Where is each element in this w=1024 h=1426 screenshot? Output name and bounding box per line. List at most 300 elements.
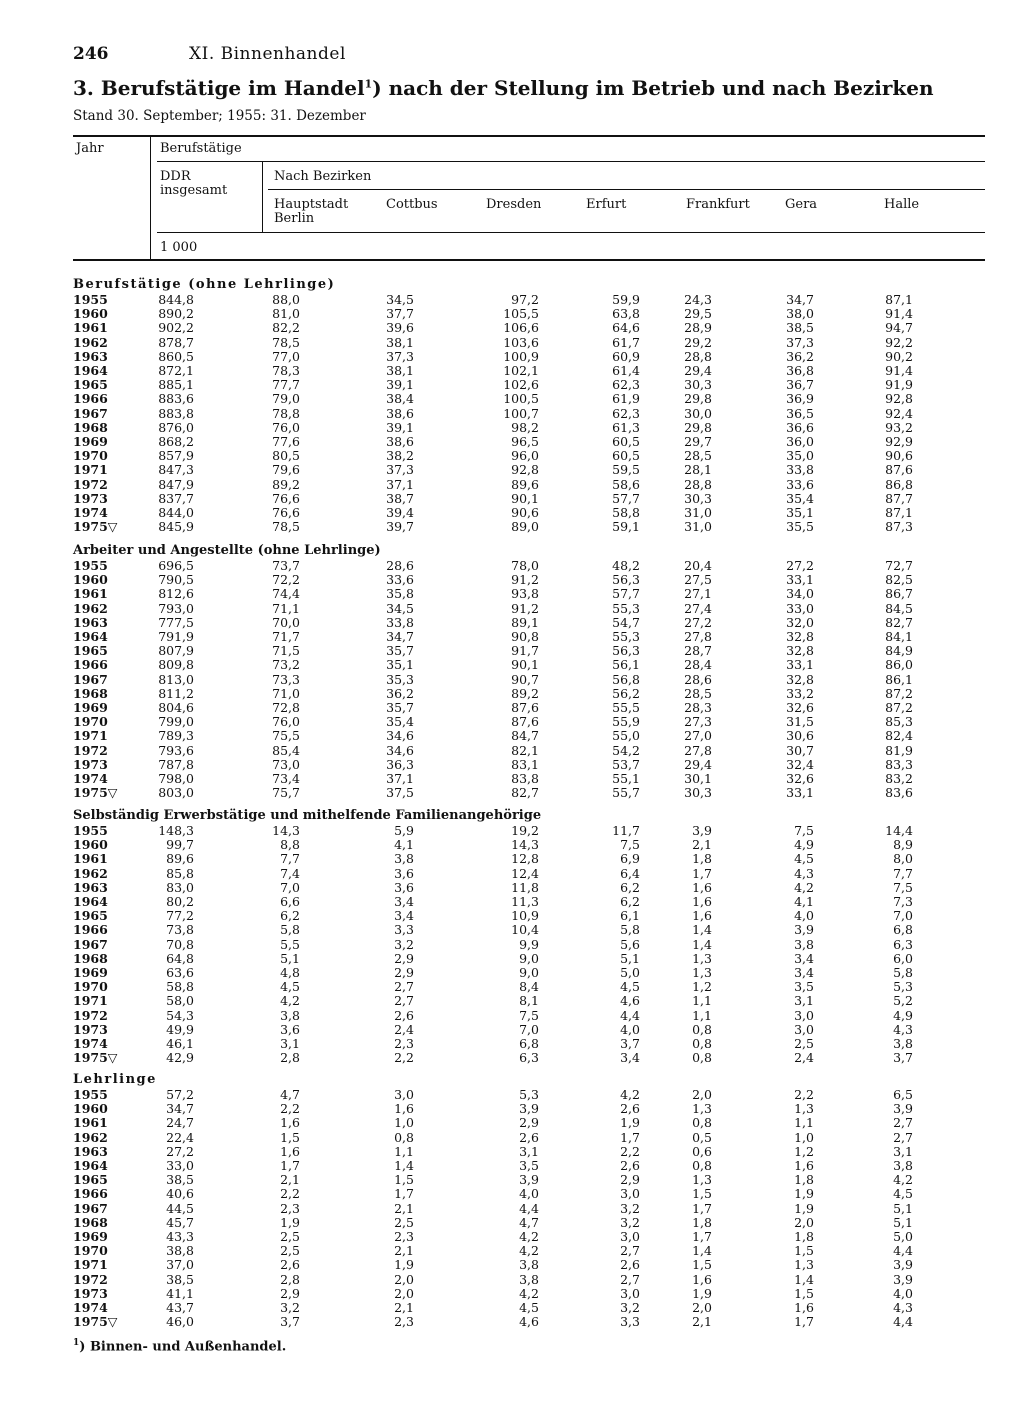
year-cell: 1975▽ (73, 785, 118, 801)
ddr-cell: 24,7 (166, 1115, 194, 1131)
berlin-cell: 4,2 (280, 993, 300, 1009)
dresden-cell: 83,8 (511, 771, 539, 786)
dresden-cell: 9,9 (519, 936, 539, 952)
halle-cell: 6,5 (893, 1087, 913, 1102)
table-row (0, 772, 1024, 786)
cottbus-cell: 5,9 (394, 823, 414, 838)
halle-cell: 90,6 (885, 448, 913, 464)
frankfurt-cell: 30,3 (684, 490, 712, 506)
gera-cell: 1,2 (794, 1143, 814, 1159)
ddr-cell: 885,1 (158, 377, 194, 393)
ddr-cell: 27,2 (166, 1143, 194, 1159)
frankfurt-cell: 30,1 (684, 771, 712, 786)
year-cell: 1974 (73, 505, 108, 520)
frankfurt-cell: 28,3 (684, 700, 712, 715)
year-cell: 1960 (73, 837, 108, 853)
halle-cell: 91,9 (885, 377, 913, 393)
header-berlin-line2: Berlin (274, 211, 315, 226)
frankfurt-cell: 27,8 (684, 629, 712, 644)
halle-cell: 5,3 (893, 979, 913, 995)
table-row (0, 616, 1024, 630)
dresden-cell: 3,5 (519, 1158, 539, 1173)
ddr-cell: 777,5 (158, 614, 194, 630)
frankfurt-cell: 28,9 (684, 320, 712, 336)
cottbus-cell: 38,6 (386, 405, 414, 421)
halle-cell: 84,9 (885, 643, 913, 659)
berlin-cell: 8,8 (280, 837, 300, 853)
gera-cell: 38,5 (786, 320, 814, 336)
gera-cell: 3,4 (794, 950, 814, 966)
gera-cell: 36,9 (786, 391, 814, 407)
ddr-cell: 63,6 (166, 965, 194, 980)
table-row (0, 895, 1024, 909)
ddr-cell: 844,8 (158, 292, 194, 307)
halle-cell: 4,5 (893, 1186, 913, 1202)
erfurt-cell: 4,0 (620, 1021, 640, 1037)
berlin-cell: 2,2 (280, 1101, 300, 1117)
berlin-cell: 3,1 (280, 1036, 300, 1051)
year-cell: 1962 (73, 865, 108, 881)
year-cell: 1975▽ (73, 1314, 118, 1330)
berlin-cell: 3,6 (280, 1021, 300, 1037)
erfurt-cell: 2,7 (620, 1243, 640, 1259)
header-ddr-line1: DDR (160, 169, 191, 184)
frankfurt-cell: 29,8 (684, 419, 712, 435)
cottbus-cell: 2,2 (394, 1050, 414, 1066)
ddr-cell: 803,0 (158, 785, 194, 801)
dresden-cell: 14,3 (511, 837, 539, 853)
erfurt-cell: 3,0 (620, 1229, 640, 1244)
ddr-cell: 837,7 (158, 490, 194, 506)
berlin-cell: 2,2 (280, 1186, 300, 1202)
cottbus-cell: 2,1 (394, 1200, 414, 1216)
header-nach-bezirken: Nach Bezirken (274, 169, 372, 184)
frankfurt-cell: 1,3 (692, 965, 712, 980)
table-row (0, 336, 1024, 350)
year-cell: 1972 (73, 742, 108, 758)
berlin-cell: 7,7 (280, 851, 300, 867)
gera-cell: 33,8 (786, 462, 814, 478)
halle-cell: 4,0 (893, 1285, 913, 1301)
ddr-cell: 148,3 (158, 823, 194, 838)
frankfurt-cell: 1,4 (692, 922, 712, 938)
dresden-cell: 7,0 (519, 1021, 539, 1037)
cottbus-cell: 37,3 (386, 348, 414, 364)
gera-cell: 27,2 (786, 558, 814, 573)
gera-cell: 3,9 (794, 922, 814, 938)
dresden-cell: 84,7 (511, 728, 539, 744)
frankfurt-cell: 2,0 (692, 1087, 712, 1102)
frankfurt-cell: 1,5 (692, 1186, 712, 1202)
berlin-cell: 71,0 (272, 685, 300, 701)
header-dresden: Dresden (486, 197, 542, 212)
erfurt-cell: 7,5 (620, 837, 640, 853)
table-row (0, 715, 1024, 729)
frankfurt-cell: 28,4 (684, 657, 712, 673)
dresden-cell: 12,4 (511, 865, 539, 881)
gera-cell: 32,8 (786, 629, 814, 644)
berlin-cell: 1,6 (280, 1143, 300, 1159)
cottbus-cell: 38,7 (386, 490, 414, 506)
erfurt-cell: 4,6 (620, 993, 640, 1009)
table-row (0, 1244, 1024, 1258)
year-cell: 1963 (73, 879, 108, 895)
halle-cell: 90,2 (885, 348, 913, 364)
erfurt-cell: 56,8 (612, 671, 640, 687)
ddr-cell: 45,7 (166, 1214, 194, 1230)
dresden-cell: 100,7 (503, 405, 539, 421)
berlin-cell: 76,6 (272, 505, 300, 520)
berlin-cell: 73,0 (272, 756, 300, 772)
header-unit: 1 000 (160, 240, 198, 255)
berlin-cell: 76,0 (272, 419, 300, 435)
cottbus-cell: 1,4 (394, 1158, 414, 1173)
gera-cell: 1,6 (794, 1158, 814, 1173)
erfurt-cell: 6,4 (620, 865, 640, 881)
year-cell: 1973 (73, 1285, 108, 1301)
berlin-cell: 78,3 (272, 363, 300, 378)
dresden-cell: 89,6 (511, 476, 539, 492)
dresden-cell: 78,0 (511, 558, 539, 573)
halle-cell: 3,8 (893, 1036, 913, 1051)
gera-cell: 1,4 (794, 1271, 814, 1287)
ddr-cell: 902,2 (158, 320, 194, 336)
halle-cell: 3,1 (893, 1143, 913, 1159)
gera-cell: 35,1 (786, 505, 814, 520)
erfurt-cell: 59,1 (612, 519, 640, 535)
year-cell: 1973 (73, 756, 108, 772)
dresden-cell: 90,7 (511, 671, 539, 687)
berlin-cell: 1,5 (280, 1129, 300, 1145)
table-row (0, 520, 1024, 534)
frankfurt-cell: 3,9 (692, 823, 712, 838)
dresden-cell: 105,5 (503, 306, 539, 322)
header-ddr-line2: insgesamt (160, 183, 228, 198)
year-cell: 1966 (73, 391, 108, 407)
berlin-cell: 82,2 (272, 320, 300, 336)
erfurt-cell: 62,3 (612, 405, 640, 421)
ddr-cell: 868,2 (158, 434, 194, 449)
table-row (0, 1051, 1024, 1065)
frankfurt-cell: 29,8 (684, 391, 712, 407)
gera-cell: 1,3 (794, 1101, 814, 1117)
year-cell: 1960 (73, 1101, 108, 1117)
berlin-cell: 5,5 (280, 936, 300, 952)
ddr-cell: 57,2 (166, 1087, 194, 1102)
erfurt-cell: 54,7 (612, 614, 640, 630)
ddr-cell: 811,2 (158, 685, 194, 701)
cottbus-cell: 3,6 (394, 865, 414, 881)
frankfurt-cell: 1,5 (692, 1257, 712, 1273)
gera-cell: 4,2 (794, 879, 814, 895)
ddr-cell: 860,5 (158, 348, 194, 364)
ddr-cell: 22,4 (166, 1129, 194, 1145)
berlin-cell: 73,3 (272, 671, 300, 687)
halle-cell: 83,2 (885, 771, 913, 786)
ddr-cell: 890,2 (158, 306, 194, 322)
table-row (0, 744, 1024, 758)
table-row (0, 559, 1024, 573)
erfurt-cell: 57,7 (612, 586, 640, 602)
table-row (0, 573, 1024, 587)
gera-cell: 1,6 (794, 1300, 814, 1315)
ddr-cell: 38,8 (166, 1243, 194, 1259)
frankfurt-cell: 27,5 (684, 572, 712, 588)
cottbus-cell: 37,5 (386, 785, 414, 801)
year-cell: 1955 (73, 1087, 108, 1102)
year-cell: 1973 (73, 490, 108, 506)
erfurt-cell: 55,3 (612, 600, 640, 616)
dresden-cell: 89,0 (511, 519, 539, 535)
table-row (0, 786, 1024, 800)
table-row (0, 852, 1024, 866)
frankfurt-cell: 1,7 (692, 1229, 712, 1244)
ddr-cell: 793,0 (158, 600, 194, 616)
berlin-cell: 4,7 (280, 1087, 300, 1102)
year-cell: 1967 (73, 671, 108, 687)
year-cell: 1960 (73, 306, 108, 322)
table-row (0, 1230, 1024, 1244)
dresden-cell: 82,7 (511, 785, 539, 801)
year-cell: 1969 (73, 1229, 108, 1244)
erfurt-cell: 56,3 (612, 643, 640, 659)
year-cell: 1970 (73, 1243, 108, 1259)
year-cell: 1965 (73, 377, 108, 393)
year-cell: 1964 (73, 629, 108, 644)
cottbus-cell: 35,7 (386, 643, 414, 659)
cottbus-cell: 2,0 (394, 1285, 414, 1301)
frankfurt-cell: 1,3 (692, 1172, 712, 1188)
frankfurt-cell: 0,8 (692, 1115, 712, 1131)
header-rule-bezirke (268, 189, 985, 190)
cottbus-cell: 39,7 (386, 519, 414, 535)
header-cottbus: Cottbus (386, 197, 438, 212)
table-row (0, 1037, 1024, 1051)
erfurt-cell: 62,3 (612, 377, 640, 393)
ddr-cell: 37,0 (166, 1257, 194, 1273)
frankfurt-cell: 28,8 (684, 476, 712, 492)
table-title (73, 76, 934, 100)
halle-cell: 91,4 (885, 363, 913, 378)
cottbus-cell: 2,1 (394, 1300, 414, 1315)
berlin-cell: 1,6 (280, 1115, 300, 1131)
frankfurt-cell: 2,1 (692, 837, 712, 853)
gera-cell: 1,5 (794, 1285, 814, 1301)
halle-cell: 4,2 (893, 1172, 913, 1188)
berlin-cell: 78,5 (272, 519, 300, 535)
erfurt-cell: 3,0 (620, 1285, 640, 1301)
frankfurt-cell: 1,8 (692, 851, 712, 867)
erfurt-cell: 61,9 (612, 391, 640, 407)
gera-cell: 32,0 (786, 614, 814, 630)
dresden-cell: 100,5 (503, 391, 539, 407)
year-cell: 1962 (73, 1129, 108, 1145)
gera-cell: 35,5 (786, 519, 814, 535)
dresden-cell: 3,1 (519, 1143, 539, 1159)
dresden-cell: 4,2 (519, 1285, 539, 1301)
halle-cell: 8,9 (893, 837, 913, 853)
table-row (0, 407, 1024, 421)
frankfurt-cell: 1,3 (692, 1101, 712, 1117)
gera-cell: 4,3 (794, 865, 814, 881)
cottbus-cell: 2,3 (394, 1229, 414, 1244)
table-title-rest: ) nach der Stellung im Betrieb und nach Bezirken (372, 76, 934, 100)
gera-cell: 3,8 (794, 936, 814, 952)
cottbus-cell: 33,6 (386, 572, 414, 588)
year-cell: 1961 (73, 851, 108, 867)
gera-cell: 33,1 (786, 657, 814, 673)
cottbus-cell: 2,3 (394, 1036, 414, 1051)
table-row (0, 980, 1024, 994)
berlin-cell: 73,4 (272, 771, 300, 786)
frankfurt-cell: 1,6 (692, 1271, 712, 1287)
year-cell: 1969 (73, 434, 108, 449)
gera-cell: 3,1 (794, 993, 814, 1009)
cottbus-cell: 1,6 (394, 1101, 414, 1117)
table-row (0, 492, 1024, 506)
berlin-cell: 75,5 (272, 728, 300, 744)
table-row (0, 909, 1024, 923)
cottbus-cell: 35,7 (386, 700, 414, 715)
cottbus-cell: 2,0 (394, 1271, 414, 1287)
gera-cell: 2,2 (794, 1087, 814, 1102)
table-row (0, 1009, 1024, 1023)
frankfurt-cell: 1,8 (692, 1214, 712, 1230)
halle-cell: 5,1 (893, 1200, 913, 1216)
ddr-cell: 49,9 (166, 1021, 194, 1037)
halle-cell: 86,0 (885, 657, 913, 673)
erfurt-cell: 55,1 (612, 771, 640, 786)
ddr-cell: 789,3 (158, 728, 194, 744)
dresden-cell: 11,8 (511, 879, 539, 895)
dresden-cell: 96,0 (511, 448, 539, 464)
year-cell: 1971 (73, 993, 108, 1009)
gera-cell: 33,1 (786, 785, 814, 801)
berlin-cell: 76,6 (272, 490, 300, 506)
halle-cell: 3,9 (893, 1101, 913, 1117)
berlin-cell: 1,9 (280, 1214, 300, 1230)
ddr-cell: 809,8 (158, 657, 194, 673)
header-berlin (274, 198, 348, 226)
table-row (0, 1216, 1024, 1230)
cottbus-cell: 3,0 (394, 1087, 414, 1102)
frankfurt-cell: 0,8 (692, 1021, 712, 1037)
erfurt-cell: 59,9 (612, 292, 640, 307)
table-row (0, 1131, 1024, 1145)
frankfurt-cell: 29,4 (684, 363, 712, 378)
halle-cell: 87,3 (885, 519, 913, 535)
dresden-cell: 19,2 (511, 823, 539, 838)
dresden-cell: 91,2 (511, 572, 539, 588)
halle-cell: 6,8 (893, 922, 913, 938)
erfurt-cell: 3,7 (620, 1036, 640, 1051)
halle-cell: 92,2 (885, 334, 913, 350)
berlin-cell: 71,1 (272, 600, 300, 616)
halle-cell: 7,7 (893, 865, 913, 881)
gera-cell: 33,6 (786, 476, 814, 492)
frankfurt-cell: 24,3 (684, 292, 712, 307)
year-cell: 1975▽ (73, 519, 118, 535)
table-row (0, 952, 1024, 966)
halle-cell: 92,4 (885, 405, 913, 421)
year-cell: 1961 (73, 320, 108, 336)
ddr-cell: 845,9 (158, 519, 194, 535)
halle-cell: 5,2 (893, 993, 913, 1009)
frankfurt-cell: 27,4 (684, 600, 712, 616)
frankfurt-cell: 27,0 (684, 728, 712, 744)
halle-cell: 87,6 (885, 462, 913, 478)
ddr-cell: 64,8 (166, 950, 194, 966)
gera-cell: 35,4 (786, 490, 814, 506)
halle-cell: 7,5 (893, 879, 913, 895)
halle-cell: 94,7 (885, 320, 913, 336)
ddr-cell: 43,3 (166, 1229, 194, 1244)
dresden-cell: 96,5 (511, 434, 539, 449)
year-cell: 1968 (73, 685, 108, 701)
table-row (0, 307, 1024, 321)
gera-cell: 7,5 (794, 823, 814, 838)
table-row (0, 687, 1024, 701)
frankfurt-cell: 29,4 (684, 756, 712, 772)
table-row (0, 701, 1024, 715)
halle-cell: 82,4 (885, 728, 913, 744)
halle-cell: 4,4 (893, 1314, 913, 1330)
frankfurt-cell: 28,8 (684, 348, 712, 364)
berlin-cell: 74,4 (272, 586, 300, 602)
gera-cell: 2,0 (794, 1214, 814, 1230)
erfurt-cell: 61,3 (612, 419, 640, 435)
berlin-cell: 73,7 (272, 558, 300, 573)
ddr-cell: 38,5 (166, 1172, 194, 1188)
frankfurt-cell: 1,3 (692, 950, 712, 966)
halle-cell: 4,9 (893, 1007, 913, 1023)
frankfurt-cell: 1,9 (692, 1285, 712, 1301)
gera-cell: 4,1 (794, 894, 814, 909)
ddr-cell: 43,7 (166, 1300, 194, 1315)
year-cell: 1966 (73, 1186, 108, 1202)
halle-cell: 6,3 (893, 936, 913, 952)
dresden-cell: 5,3 (519, 1087, 539, 1102)
table-row (0, 758, 1024, 772)
table-row (0, 867, 1024, 881)
running-head (73, 44, 346, 64)
frankfurt-cell: 1,6 (692, 879, 712, 895)
year-cell: 1961 (73, 586, 108, 602)
ddr-cell: 804,6 (158, 700, 194, 715)
year-cell: 1963 (73, 1143, 108, 1159)
dresden-cell: 4,5 (519, 1300, 539, 1315)
cottbus-cell: 1,9 (394, 1257, 414, 1273)
cottbus-cell: 39,1 (386, 419, 414, 435)
halle-cell: 3,7 (893, 1050, 913, 1066)
dresden-cell: 87,6 (511, 714, 539, 730)
header-halle: Halle (884, 197, 920, 212)
berlin-cell: 5,1 (280, 950, 300, 966)
dresden-cell: 102,1 (503, 363, 539, 378)
dresden-cell: 12,8 (511, 851, 539, 867)
frankfurt-cell: 20,4 (684, 558, 712, 573)
erfurt-cell: 61,4 (612, 363, 640, 378)
table-row (0, 1301, 1024, 1315)
halle-cell: 84,1 (885, 629, 913, 644)
year-cell: 1960 (73, 572, 108, 588)
frankfurt-cell: 1,4 (692, 936, 712, 952)
cottbus-cell: 33,8 (386, 614, 414, 630)
footnote-mark: 1 (73, 1338, 80, 1348)
dresden-cell: 91,2 (511, 600, 539, 616)
halle-cell: 3,8 (893, 1158, 913, 1173)
year-cell: 1972 (73, 476, 108, 492)
